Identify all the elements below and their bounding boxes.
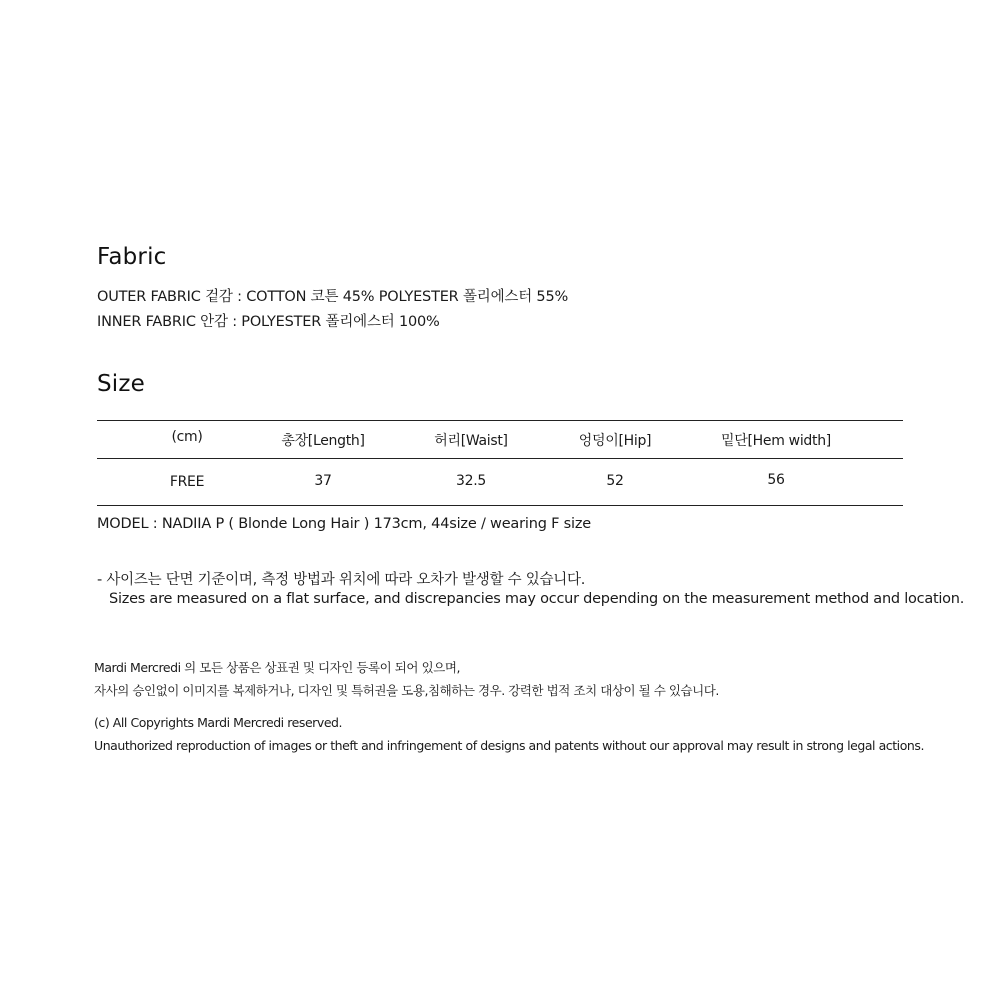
inner-fabric-line: INNER FABRIC 안감 : POLYESTER 폴리에스터 100%	[97, 314, 440, 330]
outer-fabric-line: OUTER FABRIC 겉감 : COTTON 코튼 45% POLYESTER 폴리에스터 55%	[97, 289, 569, 305]
cell-waist: 32.5	[456, 473, 486, 489]
table-header-rule	[97, 458, 903, 459]
fabric-title: Fabric	[97, 244, 167, 270]
cell-length: 37	[314, 473, 332, 489]
cell-size-free: FREE	[169, 474, 205, 490]
copyright-notice: (c) All Copyrights Mardi Mercredi reserved.	[94, 715, 343, 730]
legal-warning: Unauthorized reproduction of images or theft and infringement of designs and patents without our approval may result in strong legal actions.	[94, 738, 924, 753]
header-cell-hem-width: 밑단[Hem width]	[721, 433, 831, 449]
cell-hip: 52	[606, 473, 624, 489]
measurement-note-english: Sizes are measured on a flat surface, and discrepancies may occur depending on the measurement method and location.	[109, 591, 965, 607]
model-info: MODEL : NADIIA P ( Blonde Long Hair ) 173cm, 44size / wearing F size	[97, 516, 591, 532]
header-cell-length: 총장[Length]	[281, 433, 365, 449]
size-title: Size	[97, 371, 146, 397]
header-cell-hip: 엉덩이[Hip]	[578, 433, 652, 449]
measurement-note-korean: - 사이즈는 단면 기준이며, 측정 방법과 위치에 따라 오차가 발생할 수 있습니다.	[97, 572, 586, 588]
table-bottom-rule	[97, 505, 903, 506]
header-cell-waist: 허리[Waist]	[434, 433, 508, 449]
cell-hem-width: 56	[767, 472, 785, 488]
trademark-notice-line2: 자사의 승인없이 이미지를 복제하거나, 디자인 및 특허권을 도용,침해하는 경우. 강력한 법적 조치 대상이 될 수 있습니다.	[94, 683, 719, 698]
trademark-notice-line1: Mardi Mercredi 의 모든 상품은 상표권 및 디자인 등록이 되어 있으며,	[94, 660, 460, 675]
table-top-rule	[97, 420, 903, 421]
header-cell-unit: (cm)	[171, 429, 203, 445]
